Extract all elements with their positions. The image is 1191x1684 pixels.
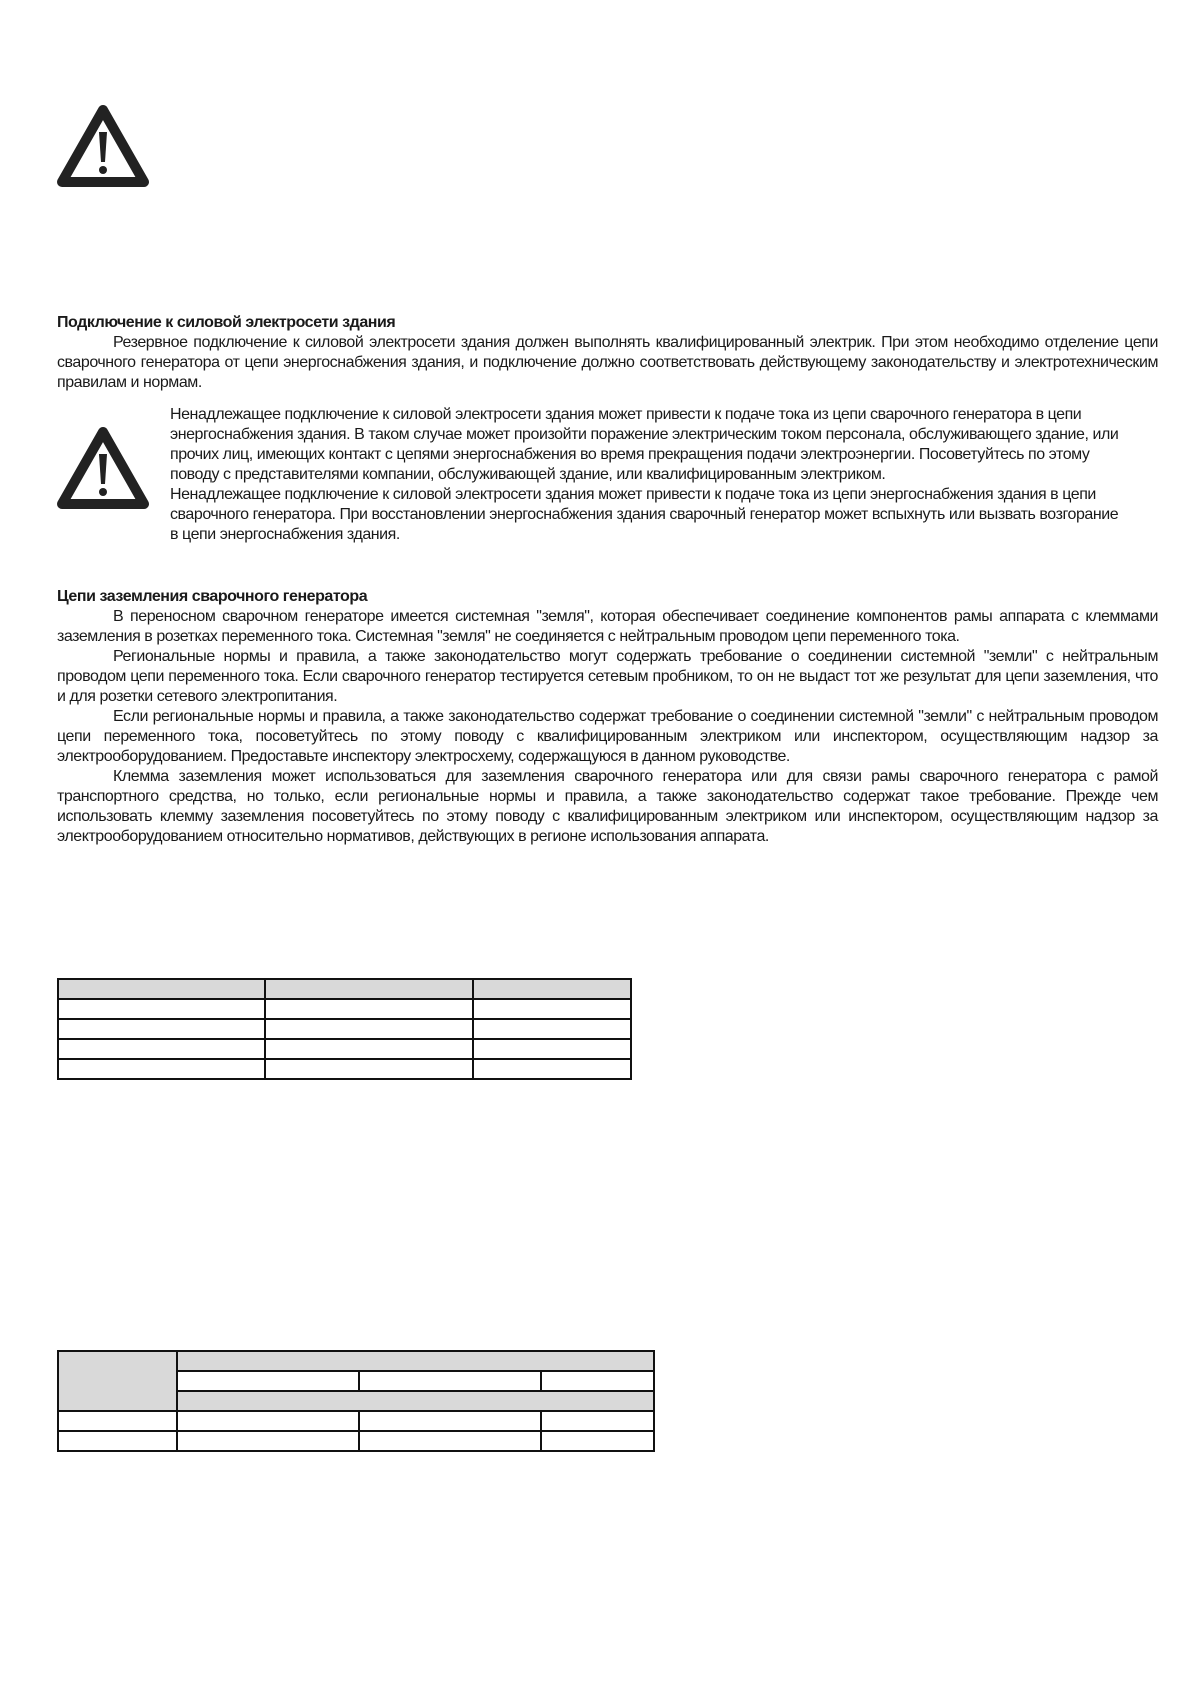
table-2 <box>57 1350 655 1452</box>
warning-text <box>170 405 1130 545</box>
paragraph: Резервное подключение к силовой электросети здания должен выполнять квалифицированный электрик. При этом необходимо отделение цепи сварочного генератора от цепи энергоснабжения здания, и подключение должно соответствовать действующему законодательству и электротехническим правилам и нормам. <box>57 334 1158 391</box>
table-header-row <box>58 979 631 999</box>
table-header-row <box>58 1351 654 1371</box>
paragraph: Если региональные нормы и правила, а также законодательство содержат требование о соединении системной "земли" с нейтральным проводом цепи переменного тока, посоветуйтесь по этому поводу с квалифицированным электриком или инспектором, осуществляющим надзор за электрооборудованием. Предоставьте инспектору электросхему, содержащуюся в данном руководстве. <box>57 708 1158 765</box>
warning-triangle-icon <box>56 104 150 190</box>
table-row <box>58 1411 654 1431</box>
paragraph: Клемма заземления может использоваться для заземления сварочного генератора или для связи рамы сварочного генератора с рамой транспортного средства, но только, если региональные нормы и правила, а также законодательство содержат такое требование. Прежде чем использовать клемму заземления посоветуйтесь по этому поводу с квалифицированным электриком или инспектором, осуществляющим надзор за электрооборудованием относительно нормативов, действующих в регионе использования аппарата. <box>57 768 1158 845</box>
table-row <box>58 999 631 1019</box>
table-row <box>58 1019 631 1039</box>
table-row <box>58 1431 654 1451</box>
section-heading: Подключение к силовой электросети здания <box>57 314 396 331</box>
paragraph: В переносном сварочном генераторе имеется системная "земля", которая обеспечивает соединение компонентов рамы аппарата с клеммами заземления в розетках переменного тока. Системная "земля" не соединяется с нейтральным проводом цепи переменного тока. <box>57 608 1158 645</box>
section-building-connection <box>57 313 1158 393</box>
section-heading: Цепи заземления сварочного генератора <box>57 588 368 605</box>
warning-paragraph: Ненадлежащее подключение к силовой электросети здания может привести к подаче тока из цепи сварочного генератора в цепи энергоснабжения здания. В таком случае может произойти поражение электрическим током персонала, обслуживающего здание, или прочих лиц, имеющих контакт с цепями энергоснабжения во время прекращения подачи электроэнергии. Посоветуйтесь по этому поводу с представителями компании, обслуживающей здание, или квалифицированным электриком. <box>170 406 1119 483</box>
table-row <box>58 1059 631 1079</box>
warning-triangle-icon <box>56 426 150 512</box>
warning-paragraph: Ненадлежащее подключение к силовой электросети здания может привести к подаче тока из цепи энергоснабжения здания в цепи сварочного генератора. При восстановлении энергоснабжения здания сварочный генератор может вспыхнуть или вызвать возгорание в цепи энергоснабжения здания. <box>170 486 1119 543</box>
table-row <box>58 1039 631 1059</box>
section-grounding <box>57 587 1158 847</box>
table-1 <box>57 978 632 1080</box>
paragraph: Региональные нормы и правила, а также законодательство могут содержать требование о соединении системной "земли" с нейтральным проводом цепи переменного тока. Если сварочного генератор тестируется сетевым пробником, то он не выдаст тот же результат для цепи заземления, что и для розетки сетевого электропитания. <box>57 648 1158 705</box>
